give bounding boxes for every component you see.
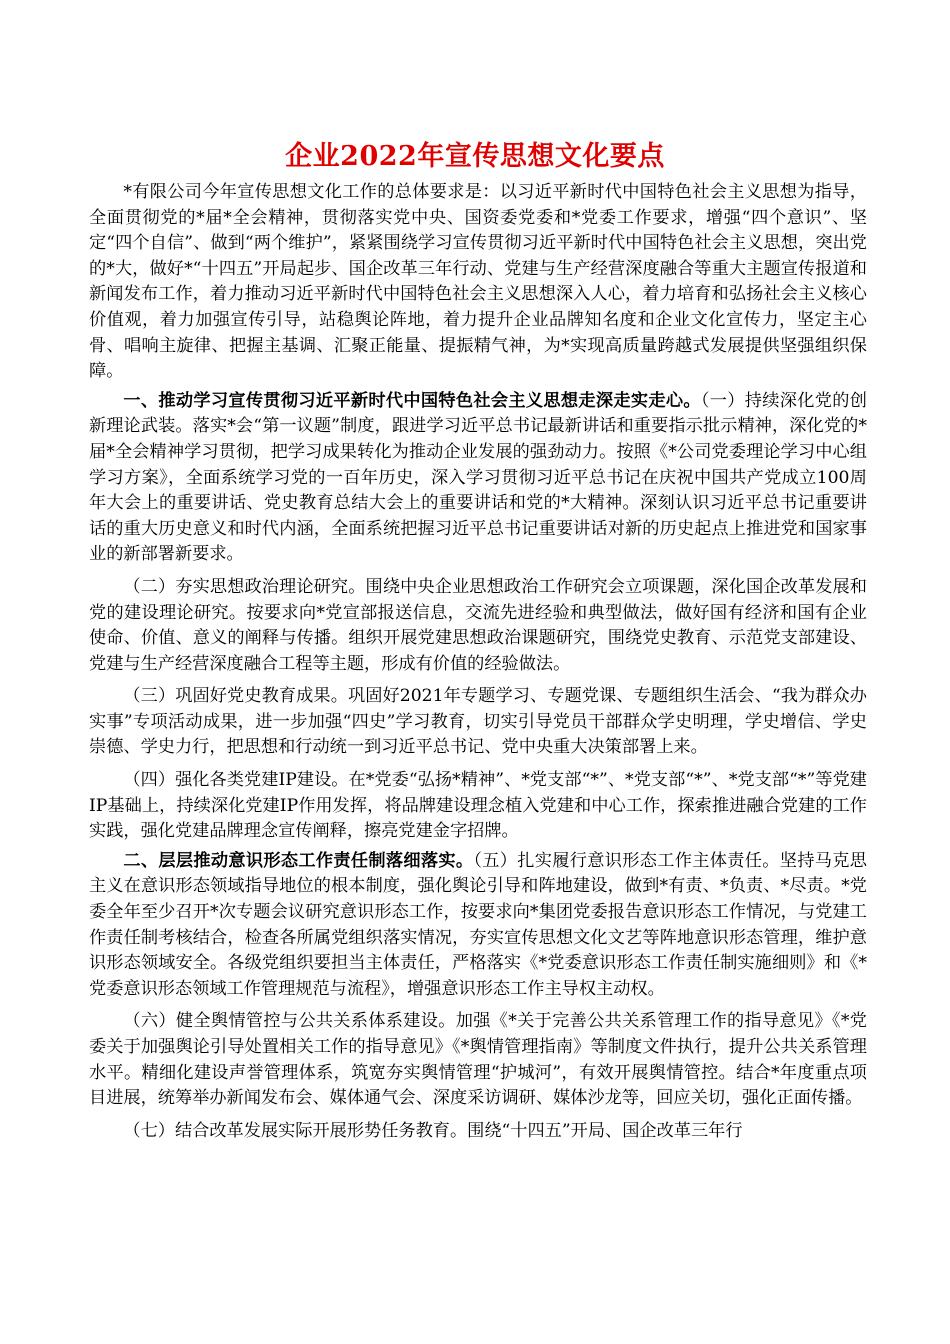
document-body: [89, 180, 867, 1151]
paragraph-text: （四）强化各类党建IP建设。在*党委“弘扬*精神”、*党支部“*”、*党支部“*”、*党支部“*”等党建IP基础上，持续深化党建IP作用发挥，将品牌建设理念植入党建和中心工作，探索推进融合党建的工作实践，强化党建品牌理念宣传阐释，擦亮党建金字招牌。: [89, 770, 867, 842]
paragraph-section-2: [89, 849, 867, 1003]
paragraph-item-4: [89, 768, 867, 845]
paragraph-text: *有限公司今年宣传思想文化工作的总体要求是：以习近平新时代中国特色社会主义思想为指导，全面贯彻党的*届*全会精神，贯彻落实党中央、国资委党委和*党委工作要求，增强“四个意识”、坚定“四个自信”、做到“两个维护”，紧紧围绕学习宣传贯彻习近平新时代中国特色社会主义思想，突出党的*大，做好*“十四五”开局起步、国企改革三年行动、党建与生产经营深度融合等重大主题宣传报道和新闻发布工作，着力推动习近平新时代中国特色社会主义思想深入人心，着力培育和弘扬社会主义核心价值观，着力加强宣传引导，站稳舆论阵地，着力提升企业品牌知名度和企业文化宣传力，坚定主心骨、唱响主旋律、把握主基调、汇聚正能量、提振精气神，为*实现高质量跨越式发展提供坚强组织保障。: [89, 182, 867, 382]
paragraph-text: （五）扎实履行意识形态工作主体责任。坚持马克思主义在意识形态领域指导地位的根本制度，强化舆论引导和阵地建设，做到*有责、*负责、*尽责。*党委全年至少召开*次专题会议研究意识形态工作，按要求向*集团党委报告意识形态工作情况，与党建工作责任制考核结合，检查各所属党组织落实情况，夯实宣传思想文化文艺等阵地意识形态管理，维护意识形态领域安全。各级党组织要担当主体责任，严格落实《*党委意识形态工作责任制实施细则》和《*党委意识形态领域工作管理规范与流程》，增强意识形态工作主导权主动权。: [89, 850, 867, 999]
paragraph-text: （三）巩固好党史教育成果。巩固好2021年专题学习、专题党课、专题组织生活会、“我为群众办实事”专项活动成果，进一步加强“四史”学习教育，切实引导党员干部群众学史明理，学史增信、学史崇德、学史力行，把思想和行动统一到习近平总书记、党中央重大决策部署上来。: [89, 686, 867, 758]
paragraph-item-7: [89, 1119, 867, 1145]
paragraph-item-6: [89, 1009, 867, 1111]
paragraph-text: （七）结合改革发展实际开展形势任务教育。围绕“十四五”开局、国企改革三年行: [123, 1120, 743, 1141]
paragraph-intro: [89, 180, 867, 385]
paragraph-section-1: [89, 389, 867, 568]
section-heading-2: 二、层层推动意识形态工作责任制落细落实。: [123, 850, 474, 871]
paragraph-text: （一）持续深化党的创新理论武装。落实*会“第一议题”制度，跟进学习近平总书记最新讲话和重要指示批示精神，深化党的*届*全会精神学习贯彻，把学习成果转化为推动企业发展的强劲动力。按照《*公司党委理论学习中心组学习方案》，全面系统学习党的一百年历史，深入学习贯彻习近平总书记在庆祝中国共产党成立100周年大会上的重要讲话、党史教育总结大会上的重要讲话和党的*大精神。深刻认识习近平总书记重要讲话的重大历史意义和时代内涵，全面系统把握习近平总书记重要讲话对新的历史起点上推进党和国家事业的新部署新要求。: [89, 390, 867, 565]
section-heading-1: 一、推动学习宣传贯彻习近平新时代中国特色社会主义思想走深走实走心。: [123, 390, 701, 411]
paragraph-text: （六）健全舆情管控与公共关系体系建设。加强《*关于完善公共关系管理工作的指导意见》《*党委关于加强舆论引导处置相关工作的指导意见》《*舆情管理指南》等制度文件执行，提升公共关系管理水平。精细化建设声誉管理体系，筑宽夯实舆情管理“护城河”，有效开展舆情管控。结合*年度重点项目进展，统筹举办新闻发布会、媒体通气会、深度采访调研、媒体沙龙等，回应关切，强化正面传播。: [89, 1011, 867, 1109]
document-title: 企业2022年宣传思想文化要点: [285, 141, 665, 172]
paragraph-item-2: [89, 575, 867, 677]
paragraph-text: （二）夯实思想政治理论研究。围绕中央企业思想政治工作研究会立项课题，深化国企改革发展和党的建设理论研究。按要求向*党宣部报送信息，交流先进经验和典型做法，做好国有经济和国有企业使命、价值、意义的阐释与传播。组织开展党建思想政治课题研究，围绕党史教育、示范党支部建设、党建与生产经营深度融合工程等主题，形成有价值的经验做法。: [89, 576, 867, 674]
paragraph-item-3: [89, 684, 867, 761]
